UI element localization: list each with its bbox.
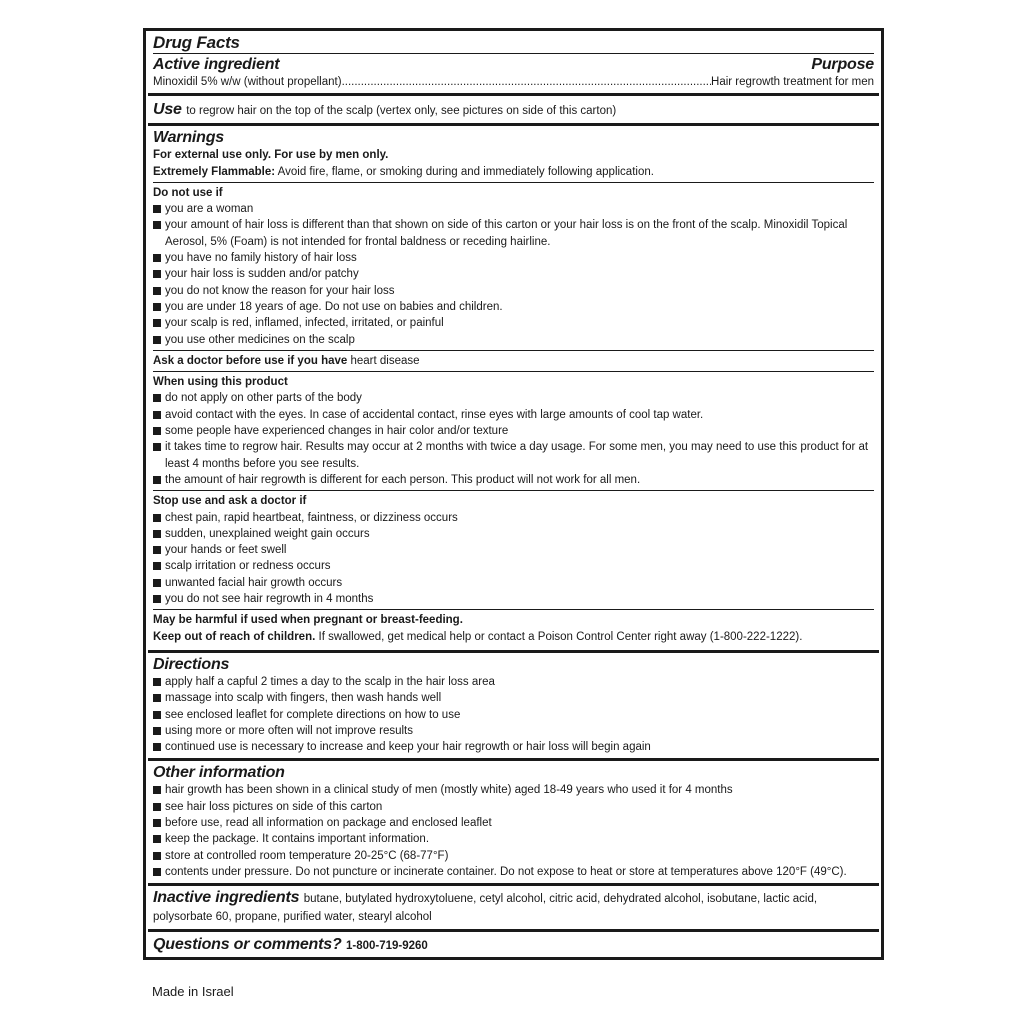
use-text: to regrow hair on the top of the scalp (vertex only, see pictures on side of this carton) [186,105,617,117]
list-item: you have no family history of hair loss [153,250,874,266]
keep-out-text: If swallowed, get medical help or contact a Poison Control Center right away (1-800-222-1222). [318,630,803,643]
list-item: store at controlled room temperature 20-25°C (68-77°F) [153,848,874,864]
list-item: continued use is necessary to increase and keep your hair regrowth or hair loss will begin again [153,739,874,755]
keep-out-label: Keep out of reach of children. [153,630,316,643]
list-item: your hair loss is sudden and/or patchy [153,266,874,282]
list-item: your hands or feet swell [153,542,874,558]
questions-heading: Questions or comments? [153,935,342,953]
questions-section [148,932,879,957]
drug-facts-title: Drug Facts [153,33,240,52]
list-item: some people have experienced changes in hair color and/or texture [153,423,874,439]
leader-dots [342,74,711,90]
list-item: you do not know the reason for your hair loss [153,283,874,299]
other-info-heading: Other information [153,764,285,782]
pregnancy-warning: May be harmful if used when pregnant or breast-feeding. [153,614,463,627]
list-item: apply half a capful 2 times a day to the scalp in the hair loss area [153,674,874,690]
warnings-section [148,126,879,653]
list-item: see hair loss pictures on side of this carton [153,799,874,815]
list-item: contents under pressure. Do not puncture or incinerate container. Do not expose to heat or store at temperatures above 120°F (49°C). [153,864,874,880]
directions-heading: Directions [153,655,230,673]
directions-section [148,653,879,761]
when-using-heading: When using this product [153,376,288,389]
list-item: using more or more often will not improve results [153,723,874,739]
list-item: you use other medicines on the scalp [153,332,874,348]
ask-doctor-label: Ask a doctor before use if you have [153,354,348,367]
list-item: before use, read all information on package and enclosed leaflet [153,815,874,831]
use-section [148,96,879,126]
ask-doctor-block [153,353,874,372]
list-item: keep the package. It contains important information. [153,831,874,847]
external-use-warning: For external use only. For use by men only. [153,149,389,162]
list-item: unwanted facial hair growth occurs [153,575,874,591]
active-ingredient-section [148,31,879,96]
ingredient-name: Minoxidil 5% w/w (without propellant) [153,76,342,88]
questions-phone: 1-800-719-9260 [345,939,428,952]
active-ingredient-row [153,74,874,90]
list-item: the amount of hair regrowth is different for each person. This product will not work for all men. [153,472,874,488]
do-not-use-heading: Do not use if [153,186,223,199]
list-item: avoid contact with the eyes. In case of accidental contact, rinse eyes with large amounts of cool tap water. [153,407,874,423]
list-item: see enclosed leaflet for complete directions on how to use [153,707,874,723]
stop-use-heading: Stop use and ask a doctor if [153,495,307,508]
active-ingredient-heading: Active ingredient [153,56,280,73]
list-item: your scalp is red, inflamed, infected, irritated, or painful [153,315,874,331]
list-item: you are a woman [153,201,874,217]
flammable-label: Extremely Flammable: [153,165,276,178]
other-info-section [148,761,879,886]
list-item: you do not see hair regrowth in 4 months [153,591,874,607]
flammable-text: Avoid fire, flame, or smoking during and immediately following application. [277,165,654,178]
list-item: chest pain, rapid heartbeat, faintness, or dizziness occurs [153,510,874,526]
drug-facts-panel [143,28,884,960]
list-item: hair growth has been shown in a clinical study of men (mostly white) aged 18-49 years who used it for 4 months [153,782,874,798]
list-item: it takes time to regrow hair. Results may occur at 2 months with twice a day usage. For some men, you may need to use this product for at least 4 months before you see results. [153,439,874,472]
use-heading: Use [153,101,182,118]
purpose-heading: Purpose [811,56,874,73]
inactive-ingredients-section [148,886,879,932]
when-using-block [153,374,874,491]
list-item: massage into scalp with fingers, then wash hands well [153,690,874,706]
ingredient-purpose: Hair regrowth treatment for men [711,76,874,88]
list-item: scalp irritation or redness occurs [153,558,874,574]
list-item: you are under 18 years of age. Do not use on babies and children. [153,299,874,315]
pregnancy-children-block [153,612,874,647]
list-item: your amount of hair loss is different than that shown on side of this carton or your hair loss is on the front of the scalp. Minoxidil Topical Aerosol, 5% (Foam) is not intended for frontal baldness or receding hairline. [153,217,874,250]
stop-use-block [153,493,874,610]
do-not-use-block [153,185,874,351]
list-item: do not apply on other parts of the body [153,390,874,406]
ask-doctor-text: heart disease [350,354,420,367]
made-in-label: Made in Israel [152,984,234,999]
inactive-heading: Inactive ingredients [153,889,300,907]
warnings-heading: Warnings [153,129,225,147]
inactive-text: butane, butylated hydroxytoluene, cetyl alcohol, citric acid, dehydrated alcohol, isobutane, lactic acid, polysorbate 60, propane, purified water, stearyl alcohol [153,893,818,924]
list-item: sudden, unexplained weight gain occurs [153,526,874,542]
